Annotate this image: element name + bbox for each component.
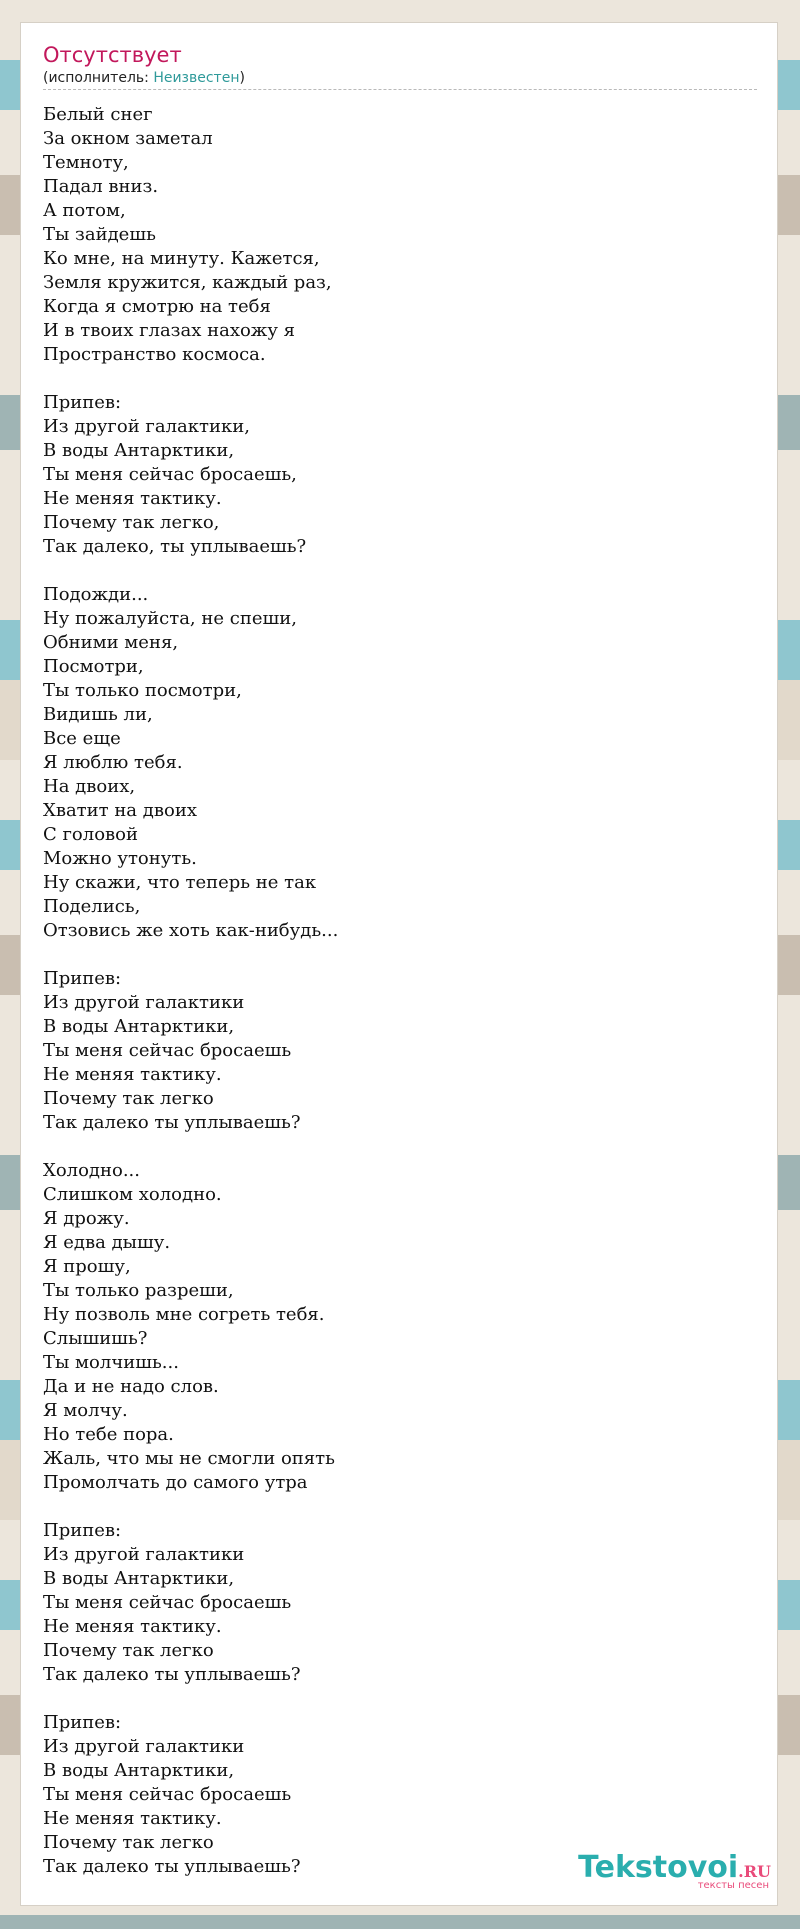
lyric-line: Но тебе пора.: [43, 1424, 174, 1445]
lyric-line: Так далеко ты уплываешь?: [43, 1856, 301, 1877]
lyric-line: Ты меня сейчас бросаешь: [43, 1040, 292, 1061]
lyric-line: Я едва дышу.: [43, 1232, 171, 1253]
lyric-line: Я молчу.: [43, 1400, 128, 1421]
lyric-line: Я прошу,: [43, 1256, 131, 1277]
lyric-line: Посмотри,: [43, 656, 144, 677]
lyric-line: Ну скажи, что теперь не так: [43, 872, 317, 893]
lyric-line: Ты меня сейчас бросаешь: [43, 1592, 292, 1613]
lyric-line: Я люблю тебя.: [43, 752, 183, 773]
lyric-line: Не меняя тактику.: [43, 1064, 222, 1085]
lyric-line: [43, 1687, 743, 1711]
lyric-line: Видишь ли,: [43, 704, 153, 725]
lyric-line: Из другой галактики,: [43, 416, 250, 437]
lyric-line: В воды Антарктики,: [43, 1568, 235, 1589]
lyric-line: Я дрожу.: [43, 1208, 130, 1229]
lyric-line: Припев:: [43, 1712, 122, 1733]
lyric-line: Припев:: [43, 968, 122, 989]
lyric-line: Подожди...: [43, 584, 149, 605]
lyric-line: Так далеко ты уплываешь?: [43, 1112, 301, 1133]
artist-suffix: ): [239, 70, 245, 86]
lyric-line: Ты меня сейчас бросаешь: [43, 1784, 292, 1805]
lyric-line: Холодно...: [43, 1160, 141, 1181]
site-logo[interactable]: [578, 1852, 771, 1891]
lyric-line: Промолчать до самого утра: [43, 1472, 308, 1493]
lyric-line: Почему так легко,: [43, 512, 220, 533]
lyric-line: Ты молчишь...: [43, 1352, 179, 1373]
lyric-line: Пространство космоса.: [43, 344, 266, 365]
lyric-line: Припев:: [43, 1520, 122, 1541]
song-header: [43, 41, 757, 90]
lyric-line: За окном заметал: [43, 128, 213, 149]
lyric-line: [43, 1495, 743, 1519]
logo-tagline: тексты песен: [697, 1880, 769, 1891]
lyric-line: Ты зайдешь: [43, 224, 156, 245]
lyric-line: Ты только посмотри,: [43, 680, 242, 701]
lyric-line: Ты только разреши,: [43, 1280, 234, 1301]
lyric-line: Поделись,: [43, 896, 141, 917]
logo-tld: .RU: [738, 1862, 771, 1881]
lyric-line: Не меняя тактику.: [43, 488, 222, 509]
lyrics-card: [20, 22, 778, 1906]
lyric-line: Так далеко, ты уплываешь?: [43, 536, 307, 557]
lyric-line: Из другой галактики: [43, 992, 245, 1013]
lyric-line: Когда я смотрю на тебя: [43, 296, 271, 317]
lyric-line: Слишком холодно.: [43, 1184, 222, 1205]
lyric-line: И в твоих глазах нахожу я: [43, 320, 296, 341]
lyric-line: Так далеко ты уплываешь?: [43, 1664, 301, 1685]
lyric-line: Не меняя тактику.: [43, 1808, 222, 1829]
lyric-line: На двоих,: [43, 776, 136, 797]
lyric-line: Из другой галактики: [43, 1736, 245, 1757]
lyric-line: Ну пожалуйста, не спеши,: [43, 608, 297, 629]
lyrics-text: [43, 103, 743, 1879]
lyric-line: Все еще: [43, 728, 121, 749]
lyric-line: Из другой галактики: [43, 1544, 245, 1565]
artist-prefix: (исполнитель:: [43, 70, 154, 86]
lyric-line: Можно утонуть.: [43, 848, 197, 869]
artist-link[interactable]: Неизвестен: [153, 70, 240, 86]
lyric-line: [43, 943, 743, 967]
lyric-line: Ты меня сейчас бросаешь,: [43, 464, 297, 485]
lyric-line: Жаль, что мы не смогли опять: [43, 1448, 335, 1469]
lyric-line: А потом,: [43, 200, 126, 221]
lyric-line: В воды Антарктики,: [43, 1760, 235, 1781]
lyric-line: [43, 1135, 743, 1159]
song-title: Отсутствует: [43, 43, 182, 67]
logo-wordmark: Tekstovoi: [578, 1850, 739, 1885]
lyric-line: [43, 367, 743, 391]
lyric-line: Обними меня,: [43, 632, 179, 653]
lyric-line: Припев:: [43, 392, 122, 413]
lyric-line: Почему так легко: [43, 1640, 214, 1661]
lyric-line: Слышишь?: [43, 1328, 148, 1349]
lyric-line: Ну позволь мне согреть тебя.: [43, 1304, 325, 1325]
lyric-line: Ко мне, на минуту. Кажется,: [43, 248, 320, 269]
lyric-line: Отзовись же хоть как-нибудь...: [43, 920, 339, 941]
lyric-line: Падал вниз.: [43, 176, 159, 197]
lyric-line: Земля кружится, каждый раз,: [43, 272, 332, 293]
lyric-line: Белый снег: [43, 104, 153, 125]
lyric-line: Темноту,: [43, 152, 129, 173]
lyric-line: С головой: [43, 824, 139, 845]
lyric-line: В воды Антарктики,: [43, 1016, 235, 1037]
lyric-line: Почему так легко: [43, 1088, 214, 1109]
lyric-line: Не меняя тактику.: [43, 1616, 222, 1637]
artist-line: [43, 69, 757, 87]
lyric-line: Да и не надо слов.: [43, 1376, 219, 1397]
lyric-line: Хватит на двоих: [43, 800, 197, 821]
lyric-line: [43, 559, 743, 583]
lyric-line: В воды Антарктики,: [43, 440, 235, 461]
lyric-line: Почему так легко: [43, 1832, 214, 1853]
